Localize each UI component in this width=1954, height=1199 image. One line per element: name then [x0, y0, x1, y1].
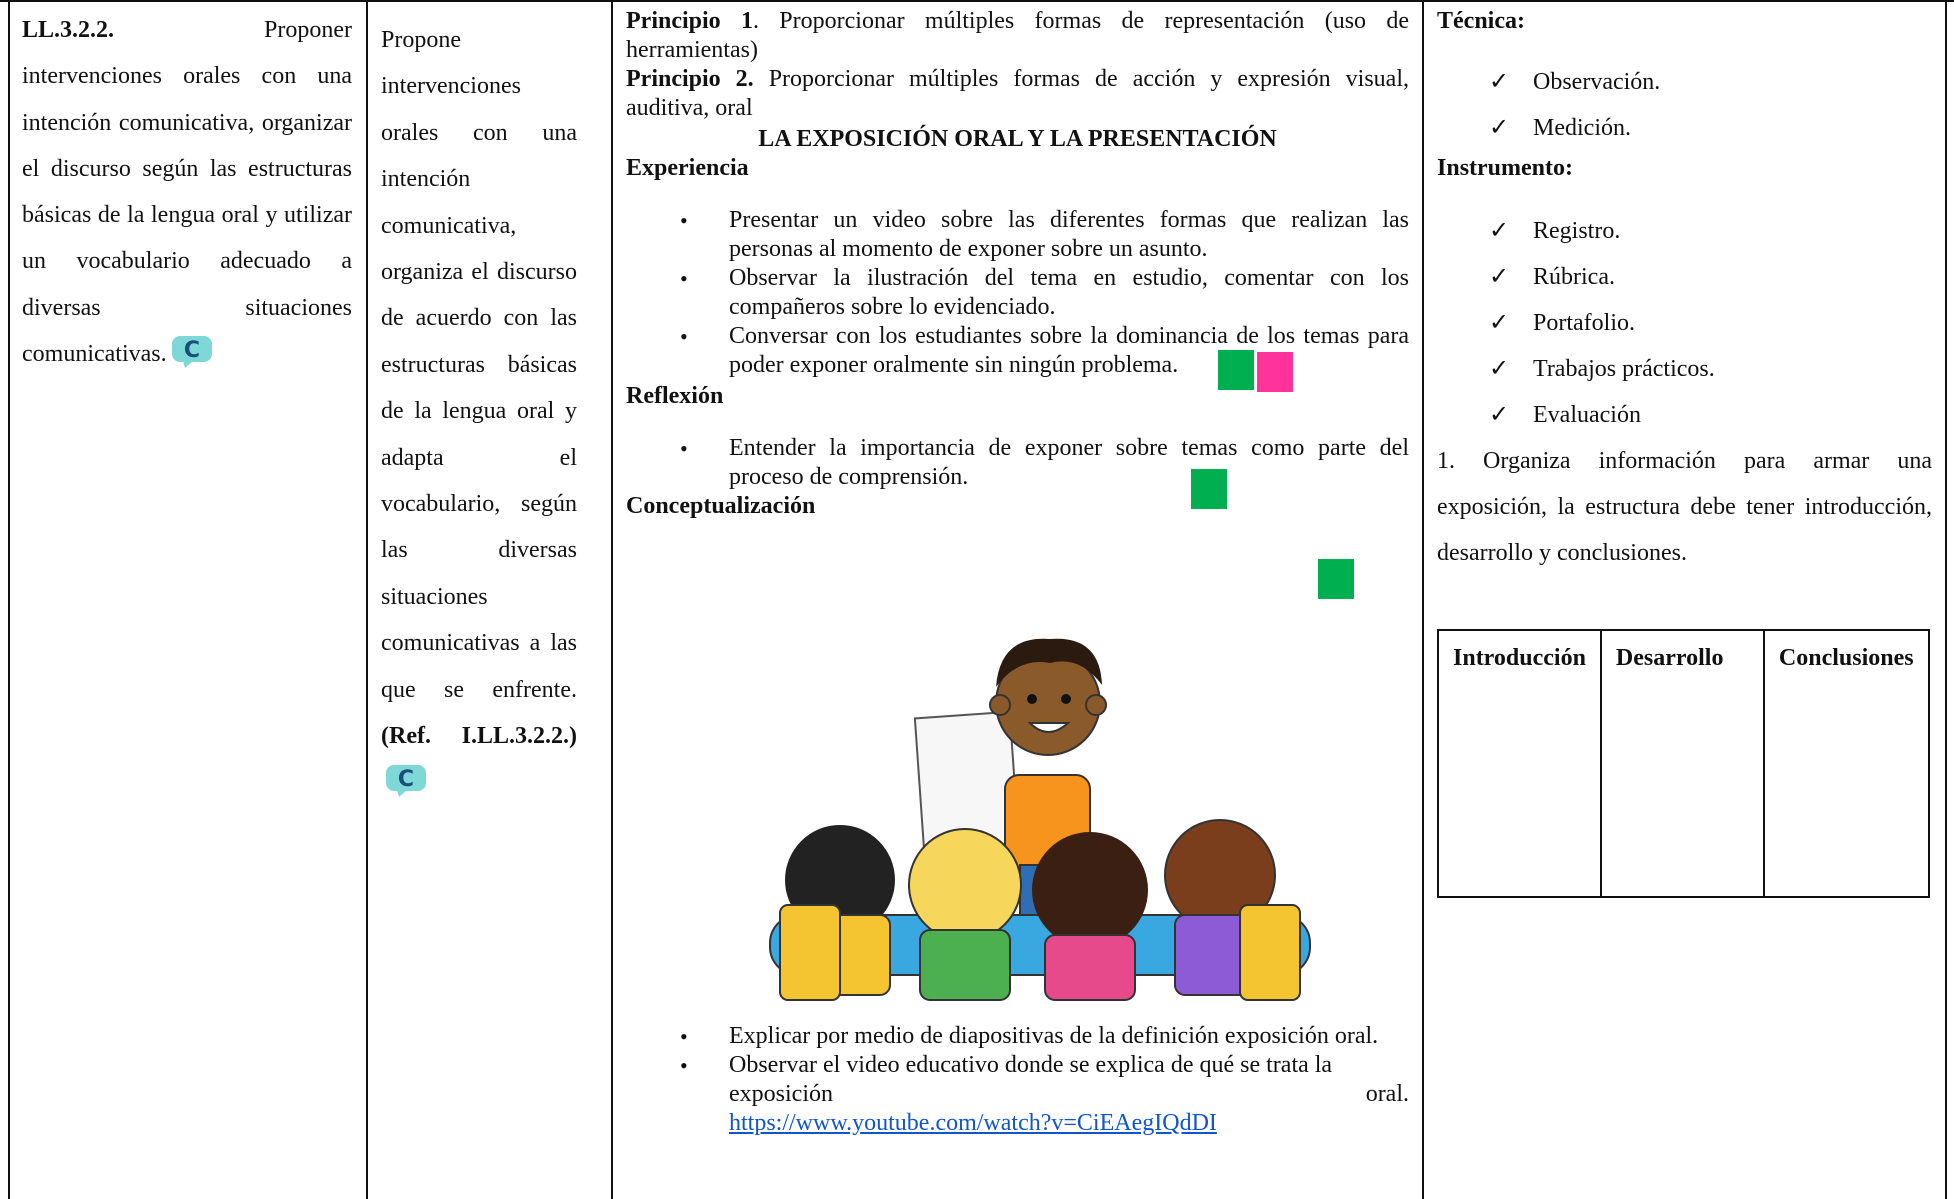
- section-title: LA EXPOSICIÓN ORAL Y LA PRESENTACIÓN: [758, 126, 1277, 152]
- list-item: ✓ Evaluación: [1489, 402, 1641, 428]
- tecnica-heading: Técnica:: [1437, 8, 1525, 34]
- youtube-link[interactable]: https://www.youtube.com/watch?v=CiEAegIQdDI: [729, 1110, 1217, 1136]
- reflexion-list: [626, 434, 1409, 492]
- list-item: • Presentar un video sobre las diferentes formas que realizan las personas al momento de exponer sobre un asunto.: [680, 207, 1409, 262]
- table-divider-2: [611, 0, 613, 1199]
- svg-text:C: C: [183, 338, 200, 364]
- structure-table: [1437, 629, 1930, 898]
- table-border-left: [8, 0, 10, 1199]
- list-item: ✓ Portafolio.: [1489, 310, 1635, 336]
- list-item: • Conversar con los estudiantes sobre la dominancia de los temas para poder exponer oralmente sin ningún problema.: [680, 323, 1409, 378]
- destreza-code: LL.3.2.2.: [22, 17, 115, 43]
- list-item: • Entender la importancia de exponer sobre temas como parte del proceso de comprensión.: [680, 435, 1409, 490]
- conceptualizacion-block: [626, 1022, 1409, 1138]
- principio-1-text: . Proporcionar múltiples formas de representación (uso de herramientas): [626, 8, 1409, 63]
- indicador-ref: (Ref. I.LL.3.2.2.): [381, 723, 577, 750]
- experiencia-heading: Experiencia: [626, 155, 749, 181]
- list-item: ✓ Observación.: [1489, 69, 1661, 95]
- instrumento-list: [1437, 208, 1932, 438]
- c-comment-icon[interactable]: [385, 764, 427, 798]
- col4-evaluacion: [1437, 7, 1932, 576]
- green-marker: [1318, 559, 1354, 599]
- col3-actividades: [626, 7, 1409, 521]
- list-item: ✓ Rúbrica.: [1489, 264, 1615, 290]
- tecnica-list: [1437, 59, 1932, 151]
- principio-1-label: Principio 1: [626, 8, 753, 34]
- principio-2-text: Proporcionar múltiples formas de acción y expresión visual, auditiva, oral: [626, 66, 1409, 121]
- list-item: • Observar el video educativo donde se explica de qué se trata la exposición oral. https://www.youtube.com/watch?v=CiEAegIQdDI: [680, 1052, 1409, 1136]
- green-marker: [1191, 469, 1227, 509]
- conceptualizacion-heading: Conceptualización: [626, 493, 816, 519]
- list-item: • Observar la ilustración del tema en estudio, comentar con los compañeros sobre lo evidenciado.: [680, 265, 1409, 320]
- indicador-text: Propone intervenciones orales con una intención comunicativa, organiza el discurso de acuerdo con las estructuras básicas de la lengua oral y adapta el vocabulario, según las diversas situaciones comunicativas a las que se enfrente.: [381, 27, 577, 703]
- green-marker: [1218, 350, 1254, 390]
- table-divider-3: [1422, 0, 1424, 1199]
- conceptualizacion-list: [626, 1022, 1409, 1138]
- list-item: • Explicar por medio de diapositivas de la definición exposición oral.: [680, 1023, 1379, 1049]
- table-border-right: [1945, 0, 1947, 1199]
- col2-indicador: [381, 17, 577, 806]
- principio-2: [626, 65, 1409, 123]
- list-item: ✓ Medición.: [1489, 115, 1631, 141]
- svg-text:C: C: [397, 766, 415, 792]
- table-divider-1: [366, 0, 368, 1199]
- c-comment-icon[interactable]: [171, 335, 213, 369]
- pink-marker: [1257, 352, 1293, 392]
- col1-destreza: [22, 7, 352, 377]
- table-header-desarrollo: Desarrollo: [1601, 630, 1764, 897]
- destreza-text: intervenciones orales con una intención comunicativa, organizar el discurso según las estructuras básicas de la lengua oral y utilizar un vocabulario adecuado a diversas situaciones comunicativas.: [22, 63, 352, 368]
- list-item: ✓ Registro.: [1489, 218, 1621, 244]
- instrumento-heading: Instrumento:: [1437, 155, 1573, 181]
- reflexion-heading: Reflexión: [626, 383, 724, 409]
- principio-1: [626, 7, 1409, 65]
- table-header-conclusiones: Conclusiones: [1764, 630, 1929, 897]
- table-border-top: [0, 0, 1954, 2]
- children-presentation-illustration: [760, 615, 1320, 1020]
- destreza-first-word: Proponer: [264, 17, 352, 43]
- table-header-introduccion: Introducción: [1438, 630, 1601, 897]
- principio-2-label: Principio 2.: [626, 66, 754, 92]
- activity-text: 1. Organiza información para armar una exposición, la estructura debe tener introducción, desarrollo y conclusiones.: [1437, 448, 1932, 566]
- list-item: ✓ Trabajos prácticos.: [1489, 356, 1715, 382]
